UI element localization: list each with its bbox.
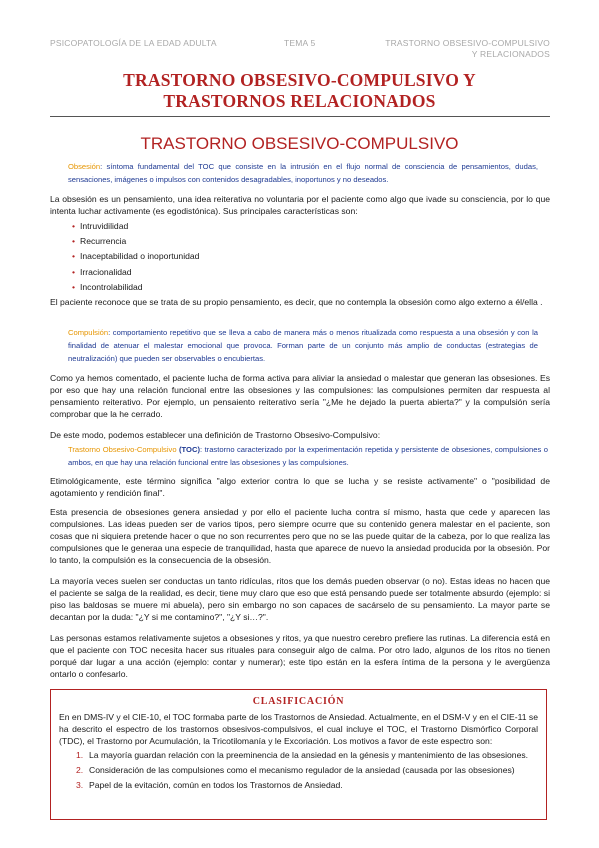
list-item-label: Incontrolabilidad	[80, 281, 143, 292]
bullet-icon: •	[72, 251, 76, 262]
paragraph: Esta presencia de obsesiones genera ansiedad y por ello el paciente lucha contra sí mismo, hasta que cede y aparecen las compulsiones. Las ideas pueden ser de varios tipos, pero siempre ocurre que su contenido genera malestar en el paciente, son cosas que ni siquiera pretende hacer o que no son recurrentes pero que no se las puede quitar de la cabeza, por lo que realiza las compulsiones que le generaa una especie de tranquilidad, hasta que aparece de nuevo la ansiedad producida por la obsesión. Por lo tanto, la compulsión es la consecuencia de la obsesión.	[50, 507, 550, 566]
paragraph: Las personas estamos relativamente sujetos a obsesiones y ritos, ya que nuestro cerebro prefiere las rutinas. La diferencia está en que el paciente con TOC necesita hacer sus rituales para conseguir algo de calma. Por otro lado, algunos de los ritos no tienen porqué dar lugar a una acción (ejemplo: contar y numerar); este tipo están en la esfera íntima de la persona y le avergüenza ontarlo o confesarlo.	[50, 633, 550, 680]
paragraph: La obsesión es un pensamiento, una idea reiterativa no voluntaria por el paciente como algo que ivade su consciencia, por lo que intenta luchar activamente (es egodistónica). Sus principales características son:	[50, 194, 550, 217]
bullet-icon: •	[72, 281, 76, 292]
item-number: 1.	[76, 750, 84, 761]
definition-abbr: (TOC)	[179, 445, 200, 454]
definition-obsesion	[68, 160, 538, 186]
item-number: 2.	[76, 765, 84, 776]
paragraph: La mayoría veces suelen ser conductas un tanto ridículas, ritos que los demás pueden observar (o no). Estas ideas no hacen que el paciente se salga de la realidad, es decir, tiene muy claro que eso que está pensando puede ser totalmente absurdo (ejemplo: si piso las baldosas se muere mi abuela), pero sin embargo no son capaces de sacárselo de su pensamiento. La mayor parte se decantan por la duda: "¿Y si me contamino?", "¿Y si…?".	[50, 576, 550, 623]
definition-compulsion	[68, 326, 538, 365]
page-title-line1: TRASTORNO OBSESIVO-COMPULSIVO Y	[123, 70, 476, 90]
header-chapter-line1: TRASTORNO OBSESIVO-COMPULSIVO	[385, 38, 550, 48]
list-item	[50, 234, 199, 249]
item-text: La mayoría guardan relación con la preeminencia de la ansiedad en la génesis y mantenimiento de las obsesiones.	[89, 750, 529, 761]
classification-box	[50, 689, 547, 820]
list-item	[59, 749, 538, 761]
paragraph: Etimológicamente, este término significa "algo exterior contra lo que se lucha y se resiste activamente" o "posibilidad de agotamiento y rendición final".	[50, 476, 550, 499]
page-header	[50, 38, 550, 62]
box-paragraph: En en DMS-IV y el CIE-10, el TOC formaba parte de los Trastornos de Ansiedad. Actualmente, en el DSM-V y en el CIE-11 se ha descrito el espectro de los trastornos obsesivos-compulsivos, el cual incluye el TOC, el Trastorno Dismórfico Corporal (TDC), el Trastorno por Acumulación, la Tricotilomanía y le Excoriación. Los motivos a favor de este espectro son:	[59, 712, 538, 747]
title-divider	[50, 116, 550, 117]
definition-term: Compulsión	[68, 328, 109, 337]
definition-text: : trastorno caracterizado por la experimentación repetida y persistente de obsesiones, compulsiones o ambos, en que hay una relación funcional entre las obsesiones y las compulsiones.	[68, 445, 548, 467]
paragraph: De este modo, podemos establecer una definición de Trastorno Obsesivo-Compulsivo:	[50, 430, 381, 440]
page-title	[40, 70, 559, 112]
list-item	[50, 249, 199, 264]
list-item-label: Irracionalidad	[80, 266, 132, 277]
definition-toc	[68, 443, 548, 469]
definition-text: : comportamiento repetitivo que se lleva a cabo de manera más o menos ritualizada como respuesta a una obsesión y con la finalidad de atenuar el malestar emocional que provoca. Forman parte de un conjunto más amplio de conductas (estrategias de neutralización) que pueden ser observables o encubiertas.	[68, 328, 538, 363]
item-text: Consideración de las compulsiones como el mecanismo regulador de la ansiedad (causada por las obsesiones)	[89, 765, 515, 776]
item-number: 3.	[76, 780, 84, 791]
paragraph: Como ya hemos comentado, el paciente lucha de forma activa para aliviar la ansiedad o malestar que generan las obsesiones. Es por eso que hay una relación funcional entre las obsesiones y las compulsiones: las compulsiones permiten dar respuesta al pensamiento reiterativo. Por ejemplo, un pensaiento reiterativo sería "¿Me he dejado la puerta abierta?" y la compulsión sería comprobar que la he cerrado.	[50, 373, 550, 420]
list-item	[59, 764, 538, 776]
list-item	[50, 280, 199, 295]
reasons-list	[59, 749, 538, 791]
paragraph: El paciente reconoce que se trata de su propio pensamiento, es decir, que no contempla la obsesión como algo externo a él/ella .	[50, 297, 543, 307]
bullet-icon: •	[72, 266, 76, 277]
list-item-label: Recurrencia	[80, 236, 127, 247]
list-item-label: Intruvidilidad	[80, 221, 129, 231]
definition-text: : síntoma fundamental del TOC que consiste en la intrusión en el flujo normal de consciencia de pensamientos, dudas, sensaciones, imágenes o impulsos con contenidos desagradables, inoportunos y no deseados.	[68, 162, 538, 184]
list-item	[59, 779, 538, 791]
header-chapter	[385, 38, 550, 60]
characteristics-list	[50, 219, 199, 295]
bullet-icon: •	[72, 236, 76, 247]
item-text: Papel de la evitación, común en todos los Trastornos de Ansiedad.	[89, 780, 343, 791]
definition-term: Trastorno Obsesivo-Compulsivo	[68, 445, 177, 454]
list-item-label: Inaceptabilidad o inoportunidad	[80, 251, 200, 262]
list-item	[50, 219, 199, 234]
header-chapter-line2: Y RELACIONADOS	[471, 49, 550, 59]
section-heading: TRASTORNO OBSESIVO-COMPULSIVO	[140, 134, 459, 153]
definition-term: Obsesión	[68, 162, 101, 171]
header-topic: TEMA 5	[284, 38, 316, 48]
list-item	[50, 265, 199, 280]
page-title-line2: TRASTORNOS RELACIONADOS	[163, 91, 436, 111]
bullet-icon: •	[72, 221, 76, 231]
header-course: PSICOPATOLOGÍA DE LA EDAD ADULTA	[50, 38, 217, 48]
box-title: CLASIFICACIÓN	[252, 696, 345, 707]
